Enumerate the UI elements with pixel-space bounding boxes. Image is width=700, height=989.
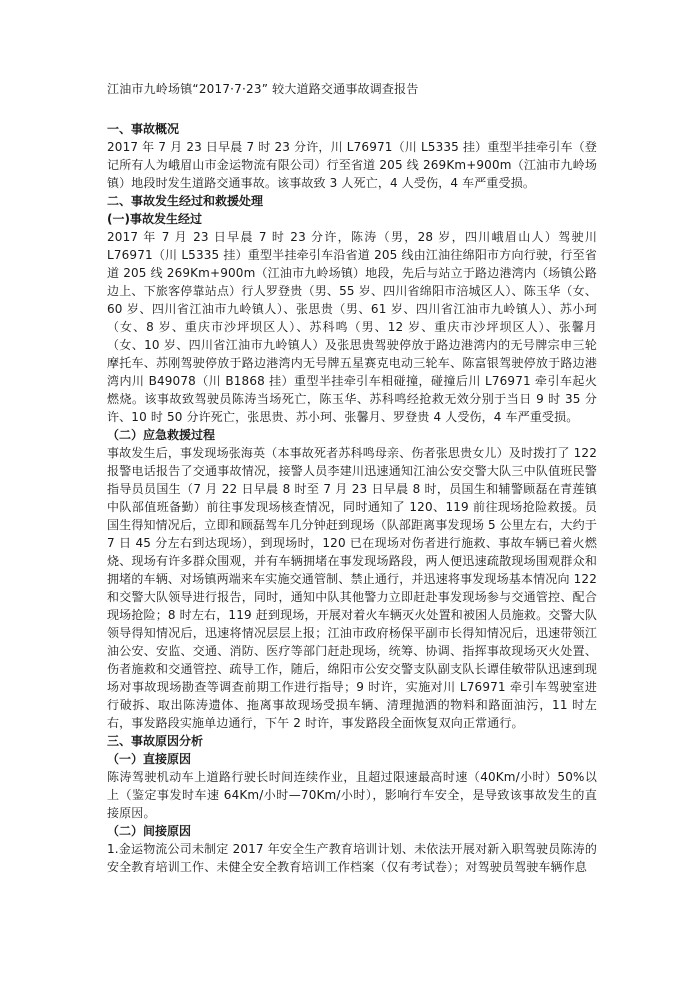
subheading-direct-cause: （一）直接原因: [107, 752, 192, 766]
subheading-occurrence: (一)事故发生经过: [107, 212, 202, 226]
rescue-paragraph: 事故发生后，事发现场张海英（本事故死者苏科鸣母亲、伤者张思贵女儿）及时拨打了 122 报警电话报告了交通事故情况，接警人员李建川迅速通知江油公安交警大队三中队值班民警指导员员国生（7 月 22 日早晨 8 时至 7 月 23 日早晨 8 时，员国生和辅警顾磊在青莲镇中队部值班备勤）前往事发现场核查情况，同时通知了 120、119 前往现场抢险救援。员国生得知情况后，立即和顾磊驾车几分钟赶到现场（队部距离事发现场 5 公里左右，大约于 7 日 45 分左右到达现场），到现场时，120 已在现场对伤者进行施救、事故车辆已着火燃烧、现场有许多群众围观，并有车辆拥堵在事发现场路段，两人便迅速疏散现场围观群众和拥堵的车辆、对场镇两端来车实施交通管制、禁止通行，并迅速将事发现场基本情况向 122 和交警大队领导进行报告，同时，通知中队其他警力立即赶赴事发现场参与交通管控、配合现场抢险；8 时左右，119 赶到现场，开展对着火车辆灭火处置和被困人员施救。交警大队领导得知情况后，迅速将情况层层上报；江油市政府杨保平副市长得知情况后，迅速带领江油公安、安监、交通、消防、医疗等部门赶赴现场，统筹、协调、指挥事故现场灭火处置、伤者施救和交通管控、疏导工作，随后，绵阳市公安交警支队副支队长谭佳敏带队迅速到现场对事故现场勘查等调查前期工作进行指导；9 时许，实施对川 L76971 牵引车驾驶室进行破拆、取出陈涛遗体、拖离事故现场受损车辆、清理抛洒的物料和路面油污，11 时左右，事发路段实施单边通行，下午 2 时许，事发路段全面恢复双向正常通行。: [107, 446, 597, 730]
section-heading-cause: 三、事故原因分析: [107, 734, 204, 748]
overview-paragraph: 2017 年 7 月 23 日早晨 7 时 23 分许，川 L76971（川 L5335 挂）重型半挂牵引车（登记所有人为峨眉山市金运物流有限公司）行至省道 205 线 269Km+900m（江油市九岭场镇）地段时发生道路交通事故。该事故致 3 人死亡，4 人受伤，4 车严重受损。: [107, 140, 597, 190]
section-heading-process: 二、事故发生经过和救援处理: [107, 194, 264, 208]
occurrence-paragraph: 2017 年 7 月 23 日早晨 7 时 23 分许，陈涛（男，28 岁，四川峨眉山人）驾驶川 L76971（川 L5335 挂）重型半挂牵引车沿省道 205 线由江油往绵阳市方向行驶，行至省道 205 线 269Km+900m（江油市九岭场镇）地段，先后与站立于路边港湾内（场镇公路边上、下旅客停靠站点）行人罗登贵（男、55 岁、四川省绵阳市涪城区人）、陈玉华（女、60 岁、四川省江油市九岭镇人）、张思贵（男、61 岁、四川省江油市九岭镇人）、苏小珂（女、8 岁、重庆市沙坪坝区人）、苏科鸣（男、12 岁、重庆市沙坪坝区人）、张馨月（女、10 岁、四川省江油市九岭镇人）及张思贵驾驶停放于路边港湾内的无号牌宗申三轮摩托车、苏刚驾驶停放于路边港湾内无号牌五星赛克电动三轮车、陈富银驾驶停放于路边港湾内川 B49078（川 B1868 挂）重型半挂牵引车相碰撞，碰撞后川 L76971 牵引车起火燃烧。该事故致驾驶员陈涛当场死亡，陈玉华、苏科鸣经抢救无效分别于当日 9 时 35 分许、10 时 50 分许死亡，张思贵、苏小珂、张馨月、罗登贵 4 人受伤，4 车严重受损。: [107, 230, 597, 424]
subheading-rescue: （二）应急救援过程: [107, 428, 216, 442]
indirect-cause-paragraph: 1.金运物流公司未制定 2017 年安全生产教育培训计划、未依法开展对新入职驾驶员陈涛的安全教育培训工作、未健全安全教育培训工作档案（仅有考试卷）；对驾驶员驾驶车辆作息: [107, 842, 597, 874]
report-title: 江油市九岭场镇“2017·7·23” 较大道路交通事故调查报告: [107, 82, 419, 96]
subheading-indirect-cause: （二）间接原因: [107, 824, 192, 838]
direct-cause-paragraph: 陈涛驾驶机动车上道路行驶长时间连续作业，且超过限速最高时速（40Km/小时）50%以上（鉴定事发时车速 64Km/小时—70Km/小时），影响行车安全，是导致该事故发生的直接原因。: [107, 770, 597, 820]
section-heading-overview: 一、事故概况: [107, 122, 180, 136]
report-page: [107, 80, 597, 876]
